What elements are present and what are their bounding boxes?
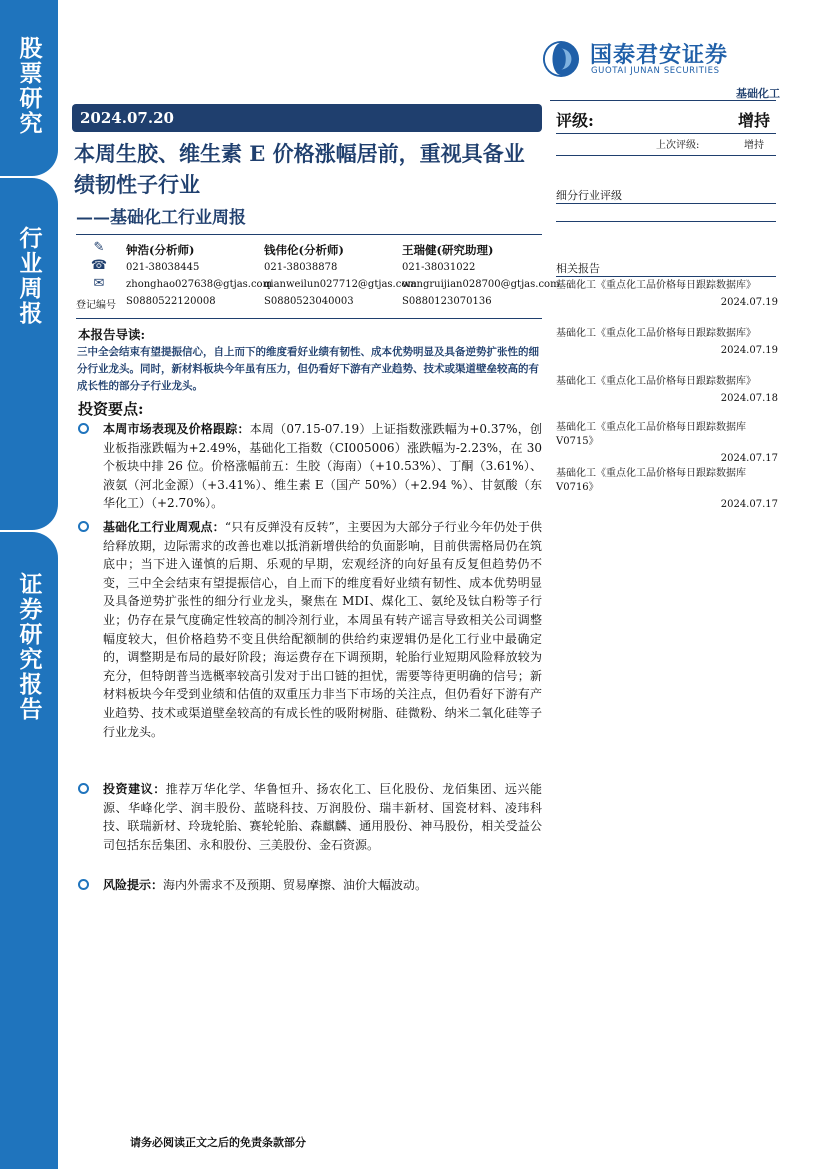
related-report-date: 2024.07.18	[720, 393, 778, 404]
related-report-title: 基础化工《重点化工品价格每日跟踪数据库》	[556, 280, 756, 291]
analyst-reg: S0880123070136	[402, 296, 492, 307]
side-tab-label: 证券研究报告	[15, 572, 42, 722]
guide-text: 三中全会结束有望提振信心，自上而下的维度看好业绩有韧性、成本优势明显及具备逆势扩张性的细分行业龙头。同时，新材料板块今年虽有压力，但仍看好下游有产业趋势、技术或渠道壁垒较高的有成长性的部分子行业龙头。	[77, 346, 539, 392]
related-report-item[interactable]	[556, 279, 778, 310]
bullet-market-performance	[78, 420, 542, 513]
side-tab-label: 行业周报	[15, 226, 42, 326]
analyst-reg: S0880523040003	[264, 296, 354, 307]
bullet-icon	[78, 521, 89, 532]
bullet-icon	[78, 783, 89, 794]
disclaimer-footer: 请务必阅读正文之后的免责条款部分	[130, 1136, 306, 1149]
contact-icons	[88, 240, 110, 294]
analyst-phone: 021-38031022	[402, 262, 476, 273]
related-report-item[interactable]	[556, 421, 778, 466]
related-divider	[556, 276, 776, 277]
related-report-item[interactable]	[556, 375, 778, 406]
investment-heading: 投资要点:	[78, 400, 144, 418]
related-report-title: 基础化工《重点化工品价格每日跟踪数据库》	[556, 376, 756, 387]
sector-tag: 基础化工	[736, 87, 780, 100]
user-icon: ✎	[93, 240, 105, 255]
analyst-phone: 021-38038445	[126, 262, 200, 273]
bullet-heading: 基础化工行业周观点：	[103, 520, 225, 534]
analyst-card	[126, 242, 272, 310]
related-report-title: 基础化工《重点化工品价格每日跟踪数据库 V0715》	[556, 422, 746, 447]
side-tab-industry-weekly	[0, 178, 58, 530]
related-report-item[interactable]	[556, 467, 778, 512]
analyst-name: 钟浩(分析师)	[126, 243, 195, 257]
company-logo	[542, 40, 772, 80]
sub-rating-divider-2	[556, 221, 776, 222]
related-report-title: 基础化工《重点化工品价格每日跟踪数据库》	[556, 328, 756, 339]
report-date: 2024.07.20	[72, 104, 542, 132]
related-report-date: 2024.07.17	[720, 499, 778, 510]
analyst-top-divider	[76, 234, 542, 235]
side-tab-stock-research	[0, 0, 58, 176]
side-tab-label: 股票研究	[15, 36, 42, 136]
analyst-bottom-divider	[76, 318, 542, 319]
bullet-text: 推荐万华化学、华鲁恒升、扬农化工、巨化股份、龙佰集团、远兴能源、华峰化学、润丰股份、蓝晓科技、万润股份、瑞丰新材、国瓷材料、凌玮科技、联瑞新材、玲珑轮胎、赛轮轮胎、森麒麟、通用股份、神马股份，相关受益公司包括东岳集团、永和股份、三美股份、金石资源。	[103, 782, 542, 852]
side-tab-securities-report	[0, 532, 58, 1169]
analyst-card	[264, 242, 417, 310]
bullet-heading: 风险提示：	[103, 878, 164, 892]
previous-rating-value: 增持	[744, 140, 764, 151]
bullet-text: 海内外需求不及预期、贸易摩擦、油价大幅波动。	[163, 878, 428, 892]
rating-value: 增持	[737, 111, 770, 130]
analyst-phone: 021-38038878	[264, 262, 338, 273]
sub-industry-rating-label: 细分行业评级	[556, 189, 622, 202]
phone-icon: ☎	[90, 258, 108, 273]
rating-row	[556, 108, 774, 132]
email-icon: ✉	[93, 276, 105, 291]
sub-rating-divider	[556, 203, 776, 204]
bullet-icon	[78, 879, 89, 890]
bullet-heading: 投资建议：	[103, 782, 166, 796]
guide-heading: 本报告导读:	[78, 327, 146, 342]
registration-label: 登记编号	[76, 300, 116, 311]
related-report-title: 基础化工《重点化工品价格每日跟踪数据库 V0716》	[556, 468, 746, 493]
header-divider	[550, 100, 776, 101]
previous-rating-label: 上次评级:	[656, 140, 700, 151]
previous-rating-divider	[556, 155, 776, 156]
analyst-email[interactable]: qianweilun027712@gtjas.com	[264, 279, 417, 290]
bullet-investment-advice	[78, 780, 542, 854]
related-reports-heading: 相关报告	[556, 262, 600, 275]
analyst-name: 钱伟伦(分析师)	[264, 243, 344, 257]
analyst-email[interactable]: wangruijian028700@gtjas.com	[402, 279, 560, 290]
bullet-text: “只有反弹没有反转”，主要因为大部分子行业今年仍处于供给释放期，边际需求的改善也难以抵消新增供给的负面影响，目前供需格局仍在筑底中；当下进入谨慎的后期、乐观的早期，宏观经济的向好虽有反复但趋势仍不变，三中全会结束有望提振信心，自上而下的维度看好业绩有韧性、成本优势明显及具备逆势扩张性的细分行业龙头，聚焦在 MDI、煤化工、氨纶及钛白粉等子行业；仍存在景气度确定性较高的制冷剂行业，本周虽有转产谣言导致相关公司调整幅度较大，但价格趋势不变且供给配额制的供给约束逻辑仍是化工行业中最确定的，调整期是布局的最好阶段；海运费存在下调预期，轮胎行业短期风险释放较为充分，但特朗普当选概率较高引发对于出口链的担忧，需要等待更明确的信号；新材料板块今年受到业绩和估值的双重压力非当下市场的关注点，但仍看好下游有产业趋势、技术或渠道壁垒较高的有成长性的吸附树脂、硅微粉、纳米二氧化硅等子行业龙头。	[103, 520, 542, 739]
report-subtitle: ——基础化工行业周报	[76, 208, 246, 228]
rating-divider	[556, 133, 776, 134]
related-report-date: 2024.07.17	[720, 453, 778, 464]
rating-label: 评级:	[556, 111, 594, 130]
bullet-heading: 本周市场表现及价格跟踪：	[103, 422, 250, 436]
related-report-item[interactable]	[556, 327, 778, 358]
bullet-icon	[78, 423, 89, 434]
analyst-reg: S0880522120008	[126, 296, 216, 307]
report-title: 本周生胶、维生素 E 价格涨幅居前，重视具备业绩韧性子行业	[74, 141, 525, 197]
bullet-industry-view	[78, 518, 542, 741]
bullet-risk-warning	[78, 876, 542, 895]
related-report-date: 2024.07.19	[720, 345, 778, 356]
analyst-email[interactable]: zhonghao027638@gtjas.com	[126, 279, 273, 290]
logo-english-name: GUOTAI JUNAN SECURITIES	[591, 66, 720, 76]
analyst-name: 王瑞健(研究助理)	[402, 243, 494, 257]
analyst-card	[402, 242, 560, 310]
logo-mark-icon	[542, 40, 580, 78]
logo-chinese-name: 国泰君安证券	[590, 43, 729, 68]
bullet-text: 本周（07.15-07.19）上证指数涨跌幅为+0.37%，创业板指涨跌幅为+2.49%，基础化工指数（CI005006）涨跌幅为-2.23%，在 30 个板块中排 26 位。价格涨幅前五：生胶（海南）（+10.53%）、丁酮（3.61%）、液氨（河北金源）（+3.41%）、维生素 E（国产 50%）（+2.94 %）、甘氨酸（东华化工）（+2.70%）。	[103, 422, 542, 511]
related-report-date: 2024.07.19	[720, 297, 778, 308]
